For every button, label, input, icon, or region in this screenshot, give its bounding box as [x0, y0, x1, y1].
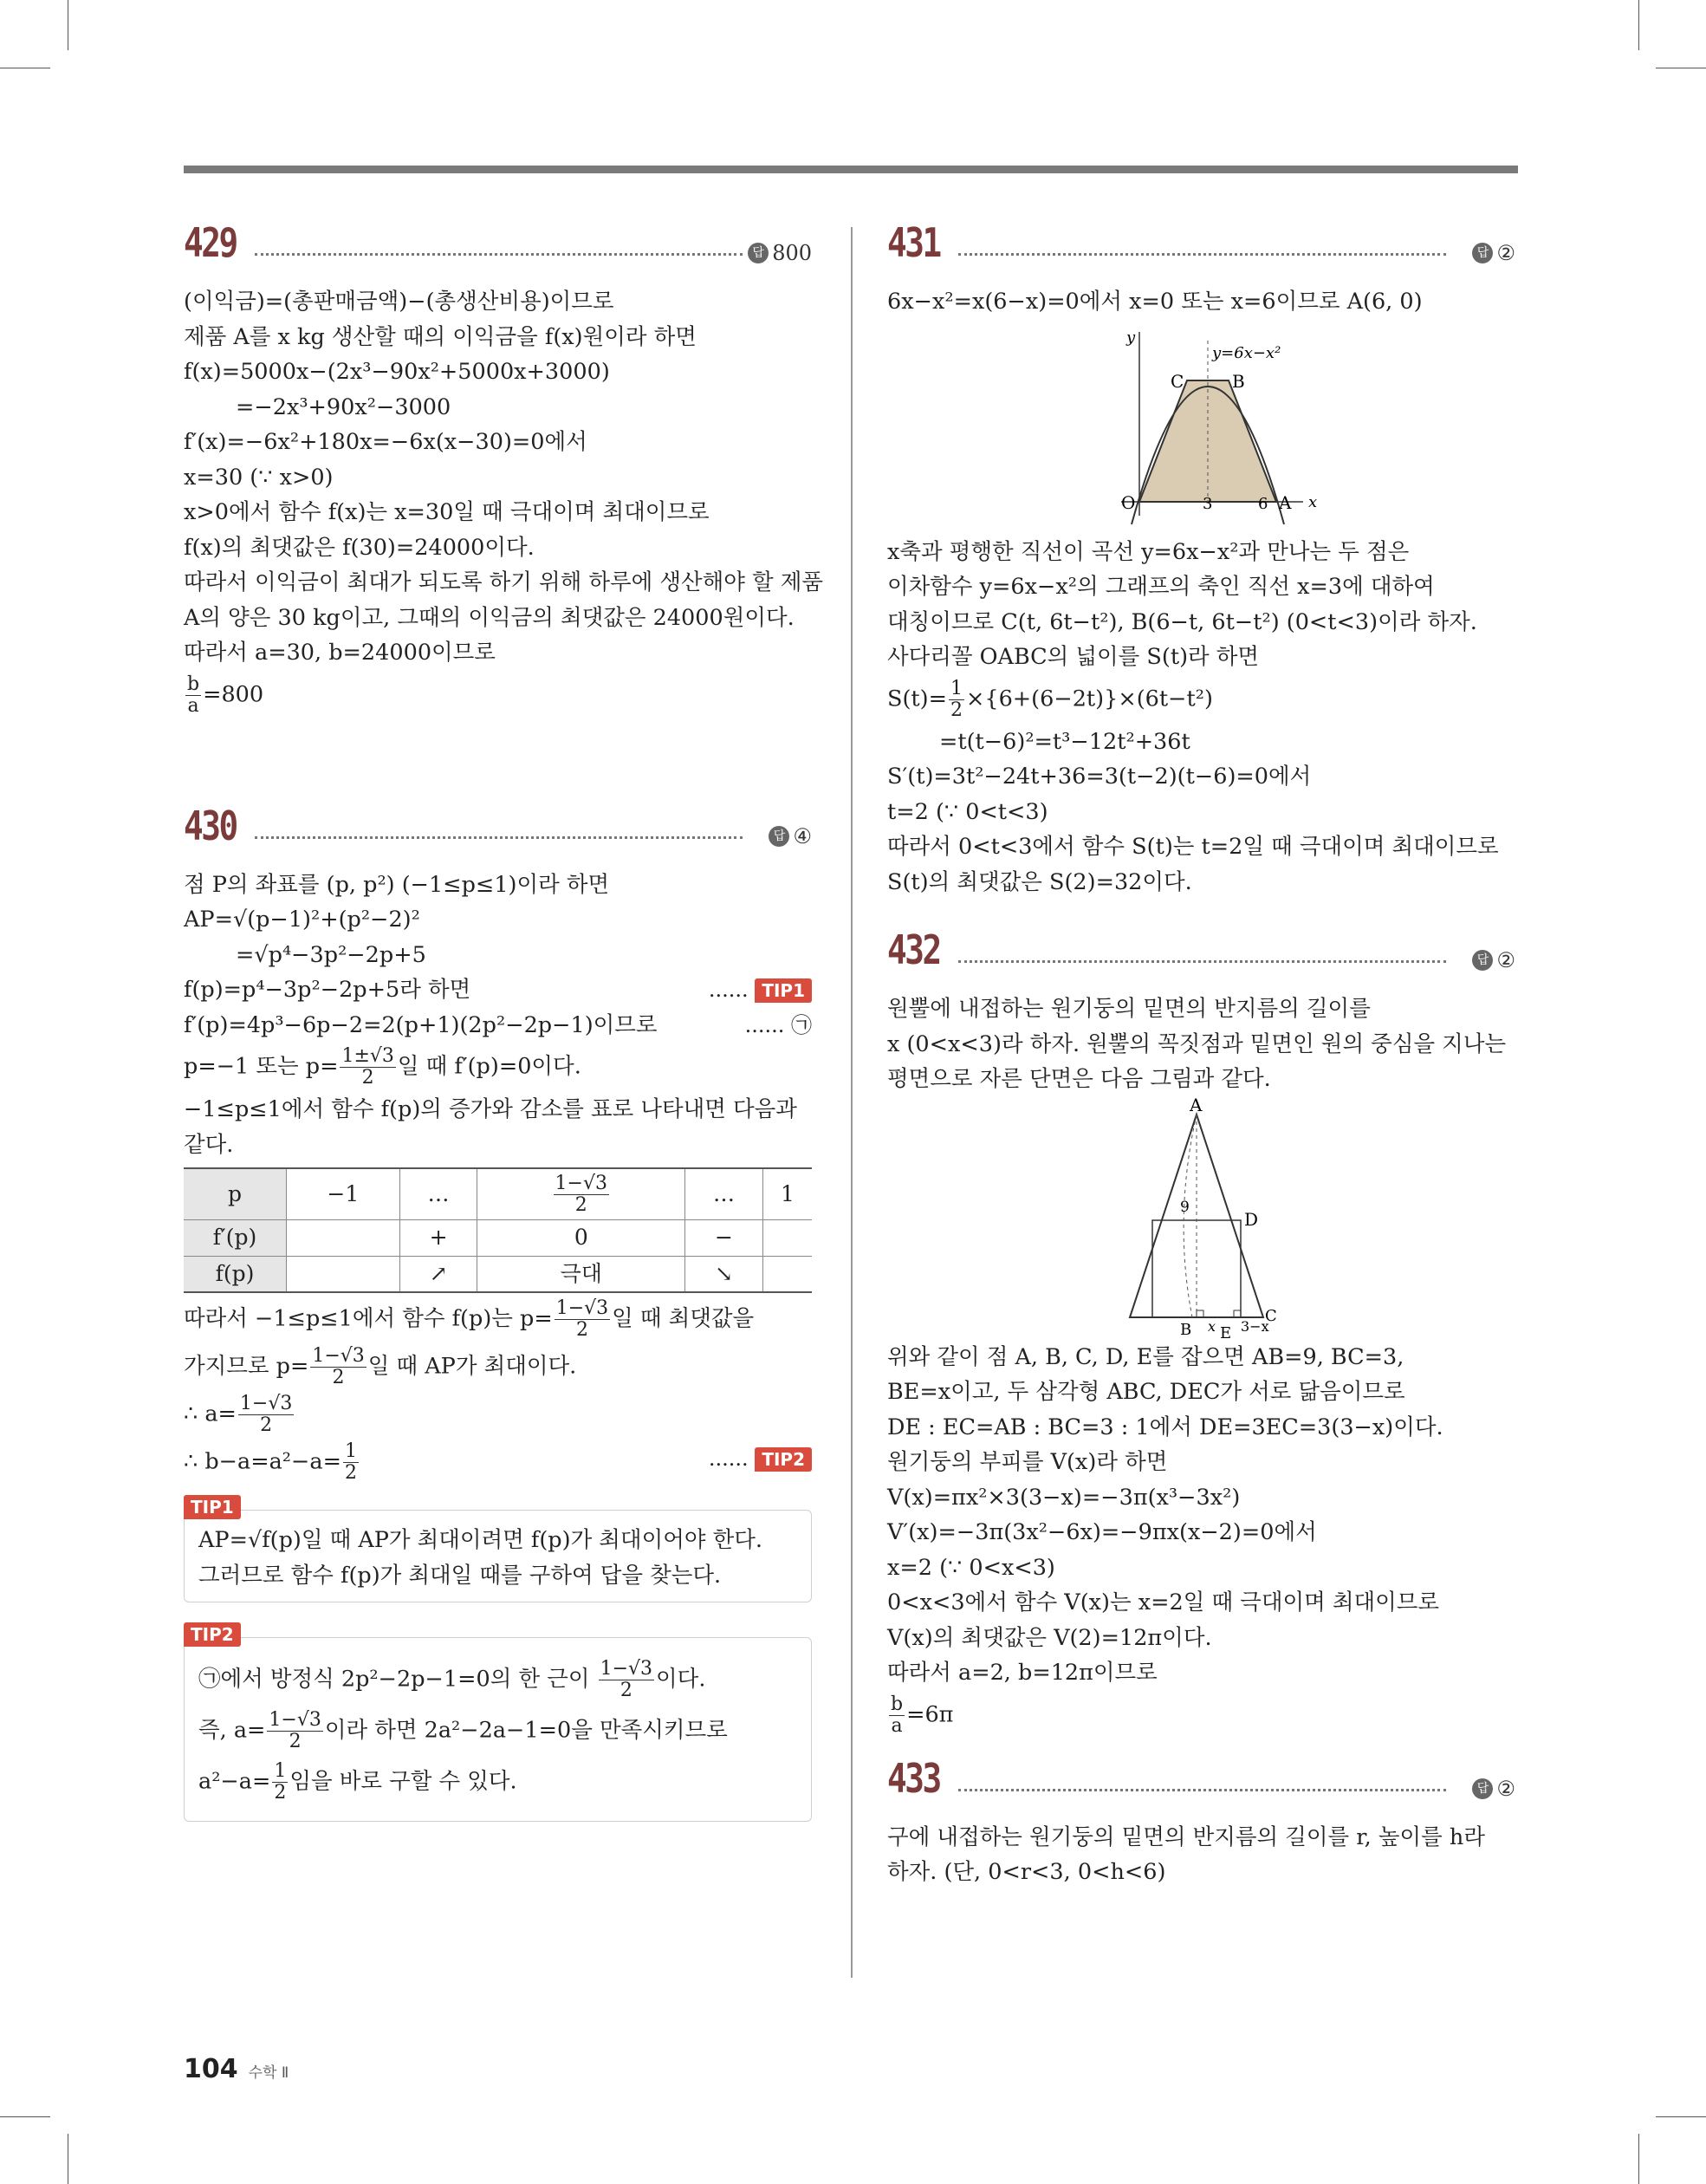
- solution-line: 대칭이므로 C(t, 6t−t²), B(6−t, 6t−t²) (0<t<3)이라 하자.: [887, 608, 1477, 635]
- table-cell: [287, 1220, 400, 1257]
- solution-line: 따라서 이익금이 최대가 되도록 하기 위해 하루에 생산해야 할 제품: [184, 569, 824, 595]
- table-cell: p: [184, 1168, 287, 1220]
- table-cell: ↗: [399, 1256, 477, 1292]
- right-angle-B: [1197, 1310, 1203, 1317]
- solution-line: f(p)=p⁴−3p²−2p+5라 하면 ...... TIP1: [184, 972, 812, 1008]
- solution-line: S(t)= $\frac{1}{2}$ ×{6+(6−2t)}×(6t−t²): [887, 677, 1213, 721]
- solution-line: 제품 A를 x kg 생산할 때의 이익금을 f(x)원이라 하면: [184, 323, 697, 350]
- table-cell: f(p): [184, 1256, 287, 1292]
- fraction: $\frac{1}{2}$: [274, 1760, 287, 1804]
- solution-line: S(t)의 최댓값은 S(2)=32이다.: [887, 868, 1192, 895]
- solution-line: 위와 같이 점 A, B, C, D, E를 잡으면 AB=9, BC=3,: [887, 1343, 1404, 1370]
- table-cell: …: [685, 1168, 763, 1220]
- label-x: x: [1208, 1317, 1216, 1335]
- solution-line: 이차함수 y=6x−x²의 그래프의 축인 직선 x=3에 대하여: [887, 574, 1435, 600]
- label-x: x: [1308, 492, 1318, 511]
- solution-line: ∴ b−a=a²−a= $\frac{1}{2}$ ...... TIP2: [184, 1441, 812, 1484]
- problem-header: [184, 219, 812, 279]
- crop-mark: [0, 2116, 50, 2117]
- label-3: 3: [1203, 494, 1213, 513]
- table-row: [184, 1220, 812, 1257]
- tip-line: AP=√f(p)일 때 AP가 최대이려면 f(p)가 최대이어야 한다.: [198, 1527, 762, 1553]
- solution-line: 점 P의 좌표를 (p, p²) (−1≤p≤1)이라 하면: [184, 871, 610, 898]
- right-column: [887, 219, 1515, 1890]
- problem-432: [887, 926, 1515, 1737]
- parabola-figure: [887, 323, 1515, 531]
- label-B: B: [1232, 370, 1245, 392]
- tip-line: a²−a= $\frac{1}{2}$ 임을 바로 구할 수 있다.: [198, 1760, 517, 1804]
- solution-line: (이익금)=(총판매금액)−(총생산비용)이므로: [184, 289, 614, 315]
- table-cell: [762, 1256, 812, 1292]
- dotted-leader: [255, 253, 743, 256]
- tip-reference: ...... TIP2: [709, 1441, 812, 1477]
- table-cell: 1: [762, 1168, 812, 1220]
- table-cell: −: [685, 1220, 763, 1257]
- answer-icon: 답: [769, 826, 789, 847]
- tip-line: ㉠에서 방정식 2p²−2p−1=0의 한 근이 $\frac{1-√3}{2}$ 이다.: [198, 1658, 706, 1701]
- fraction: $\frac{1-√3}{2}$: [239, 1393, 293, 1436]
- label-C: C: [1265, 1306, 1277, 1325]
- label-6: 6: [1258, 494, 1268, 513]
- table-cell: −1: [287, 1168, 400, 1220]
- solution-line: f(x)=5000x−(2x³−90x²+5000x+3000): [184, 359, 610, 385]
- solution-line: 평면으로 자른 단면은 다음 그림과 같다.: [887, 1066, 1271, 1092]
- table-cell: f′(p): [184, 1220, 287, 1257]
- answer: [769, 819, 812, 855]
- table-cell: [762, 1220, 812, 1257]
- table-cell: 0: [477, 1220, 685, 1257]
- answer-icon: 답: [748, 243, 769, 263]
- problem-433: [887, 1754, 1515, 1890]
- fraction: $\frac{1-√3}{2}$: [555, 1297, 609, 1341]
- answer-icon: 답: [1472, 950, 1493, 971]
- label-curve: y=6x−x²: [1212, 343, 1281, 362]
- answer-value: ②: [1496, 1776, 1515, 1801]
- solution-line: AP=√(p−1)²+(p²−2)²: [184, 907, 420, 933]
- label-B: B: [1180, 1320, 1192, 1339]
- solution-line: f(x)의 최댓값은 f(30)=24000이다.: [184, 534, 535, 561]
- solution-line: A의 양은 30 kg이고, 그때의 이익금의 최댓값은 24000원이다.: [184, 604, 795, 631]
- solution-line: 하자. (단, 0<r<3, 0<h<6): [887, 1859, 1166, 1885]
- solution-line: 따라서 a=2, b=12π이므로: [887, 1660, 1158, 1686]
- solution-line: f′(p)=4p³−6p−2=2(p+1)(2p²−2p−1)이므로 ...... ㉠: [184, 1008, 812, 1043]
- dotted-leader: [958, 960, 1446, 963]
- fraction: $\frac{1}{2}$: [344, 1440, 357, 1484]
- problem-number: 433: [887, 1754, 940, 1802]
- label-C: C: [1171, 370, 1184, 392]
- tip-box-2: [184, 1624, 812, 1822]
- solution-line: 원기둥의 부피를 V(x)라 하면: [887, 1449, 1168, 1475]
- answer-icon: 답: [1472, 1778, 1493, 1799]
- solution-line: =−2x³+90x²−3000: [236, 393, 451, 420]
- solution-line: ∴ a= $\frac{1-√3}{2}$: [184, 1393, 293, 1436]
- label-O: O: [1121, 491, 1136, 513]
- solution-line: x=2 (∵ 0<x<3): [887, 1554, 1055, 1581]
- answer: [1472, 236, 1515, 271]
- tip-label: TIP1: [184, 1495, 241, 1519]
- solution-line: −1≤p≤1에서 함수 f(p)의 증가와 감소를 표로 나타내면 다음과: [184, 1096, 797, 1122]
- problem-number: 432: [887, 926, 940, 973]
- table-cell: [287, 1256, 400, 1292]
- solution-line: S′(t)=3t²−24t+36=3(t−2)(t−6)=0에서: [887, 764, 1312, 790]
- answer-value: 800: [772, 241, 812, 265]
- solution-line: x (0<x<3)라 하자. 원뿔의 꼭짓점과 밑면인 원의 중심을 지나는: [887, 1030, 1507, 1057]
- page-footer: [184, 2054, 289, 2084]
- tip-line: 그러므로 함수 f(p)가 최대일 때를 구하여 답을 찾는다.: [198, 1562, 722, 1589]
- label-y: y: [1126, 328, 1136, 347]
- solution-line: 구에 내접하는 원기둥의 밑면의 반지름의 길이를 r, 높이를 h라: [887, 1823, 1485, 1850]
- answer-value: ②: [1496, 948, 1515, 972]
- problem-number: 429: [184, 219, 237, 266]
- problem-number: 431: [887, 219, 940, 266]
- solution-line: =t(t−6)²=t³−12t²+36t: [939, 728, 1190, 755]
- crop-mark: [1638, 2134, 1639, 2184]
- problem-430: [184, 802, 812, 1823]
- answer: [1472, 943, 1515, 978]
- solution-line: 같다.: [184, 1131, 234, 1158]
- column-divider: [851, 227, 853, 1978]
- table-row: [184, 1256, 812, 1292]
- cone-figure: [887, 1097, 1515, 1340]
- problem-431: [887, 219, 1515, 900]
- label-9: 9: [1180, 1198, 1190, 1216]
- tip-label: TIP2: [184, 1622, 241, 1647]
- fraction: $\frac{1-√3}{2}$: [555, 1172, 607, 1216]
- answer-value: ④: [793, 823, 812, 848]
- solution-line: x=30 (∵ x>0): [184, 464, 334, 491]
- solution-line: p=−1 또는 p= $\frac{1\pm√3}{2}$ 일 때 f′(p)=0이다.: [184, 1045, 581, 1089]
- solution-line: =√p⁴−3p²−2p+5: [236, 941, 426, 968]
- fraction: $\frac{b}{a}$: [891, 1693, 904, 1737]
- table-cell: 극대: [477, 1256, 685, 1292]
- problem-header: [184, 802, 812, 862]
- left-column: [184, 219, 824, 1822]
- slant-dashed: [1184, 1115, 1197, 1317]
- tip-box-1: [184, 1497, 812, 1602]
- answer: [1472, 1771, 1515, 1807]
- solution-line: f′(x)=−6x²+180x=−6x(x−30)=0에서: [184, 429, 587, 455]
- solution-line: 사다리꼴 OABC의 넓이를 S(t)라 하면: [887, 644, 1260, 670]
- fraction: $\frac{b}{a}$: [187, 673, 200, 717]
- problem-number: 430: [184, 802, 237, 849]
- problem-header: [887, 1754, 1515, 1815]
- solution-line: x축과 평행한 직선이 곡선 y=6x−x²과 만나는 두 점은: [887, 538, 1410, 565]
- solution-line: 따라서 0<t<3에서 함수 S(t)는 t=2일 때 극대이며 최대이므로: [887, 834, 1499, 860]
- tip-reference: ...... TIP1: [709, 972, 812, 1008]
- crop-mark: [1638, 0, 1639, 50]
- solution-line: 6x−x²=x(6−x)=0에서 x=0 또는 x=6이므로 A(6, 0): [887, 289, 1423, 315]
- tip-line: 즉, a= $\frac{1-√3}{2}$ 이라 하면 2a²−2a−1=0을 만족시키므로: [198, 1709, 728, 1752]
- solution-line: V(x)=πx²×3(3−x)=−3π(x³−3x²): [887, 1484, 1241, 1511]
- solution-line: 따라서 a=30, b=24000이므로: [184, 640, 496, 666]
- label-D: D: [1244, 1208, 1259, 1230]
- dotted-leader: [958, 1789, 1446, 1791]
- fraction: $\frac{1\pm√3}{2}$: [341, 1045, 394, 1089]
- fraction: $\frac{1-√3}{2}$: [600, 1658, 653, 1701]
- problem-429: [184, 219, 824, 717]
- dotted-leader: [255, 836, 743, 839]
- variation-table: [184, 1167, 812, 1293]
- solution-line: V(x)의 최댓값은 V(2)=12π이다.: [887, 1624, 1212, 1651]
- solution-line: BE=x이고, 두 삼각형 ABC, DEC가 서로 닮음이므로: [887, 1379, 1405, 1405]
- label-A: A: [1279, 491, 1292, 513]
- table-cell: ↘: [685, 1256, 763, 1292]
- table-cell: [477, 1168, 685, 1220]
- answer-icon: 답: [1472, 243, 1493, 263]
- equation-mark: ...... ㉠: [744, 1012, 812, 1037]
- right-angle-E: [1234, 1310, 1241, 1317]
- solution-line: 0<x<3에서 함수 V(x)는 x=2일 때 극대이며 최대이므로: [887, 1589, 1439, 1615]
- label-E: E: [1220, 1323, 1232, 1340]
- crop-mark: [1656, 2116, 1706, 2117]
- header-bar: [184, 166, 1518, 173]
- solution-line: 따라서 −1≤p≤1에서 함수 f(p)는 p= $\frac{1-√3}{2}$ 일 때 최댓값을: [184, 1297, 755, 1341]
- table-cell: …: [399, 1168, 477, 1220]
- label-3-x: 3−x: [1241, 1317, 1269, 1335]
- page-subject: 수학 Ⅱ: [248, 2064, 289, 2082]
- table-cell: +: [399, 1220, 477, 1257]
- solution-line: 원뿔에 내접하는 원기둥의 밑면의 반지름의 길이를: [887, 996, 1371, 1022]
- solution-line: x>0에서 함수 f(x)는 x=30일 때 극대이며 최대이므로: [184, 499, 710, 525]
- fraction: $\frac{1-√3}{2}$: [312, 1345, 365, 1388]
- solution-line: V′(x)=−3π(3x²−6x)=−9πx(x−2)=0에서: [887, 1519, 1317, 1545]
- page-number: 104: [184, 2054, 238, 2084]
- answer-value: ②: [1496, 241, 1515, 265]
- answer: [748, 236, 812, 271]
- problem-header: [887, 219, 1515, 279]
- solution-line: DE : EC=AB : BC=3 : 1에서 DE=3EC=3(3−x)이다.: [887, 1414, 1443, 1440]
- fraction: $\frac{1-√3}{2}$: [269, 1709, 321, 1752]
- label-A: A: [1190, 1096, 1203, 1115]
- solution-line: t=2 (∵ 0<t<3): [887, 798, 1048, 825]
- problem-header: [887, 926, 1515, 986]
- dotted-leader: [958, 253, 1446, 256]
- solution-line: 가지므로 p= $\frac{1-√3}{2}$ 일 때 AP가 최대이다.: [184, 1345, 577, 1388]
- fraction: $\frac{1}{2}$: [950, 677, 963, 721]
- table-row: [184, 1168, 812, 1220]
- final-result: $\frac{b}{a}$ =6π: [891, 1693, 954, 1737]
- final-result: $\frac{b}{a}$ =800: [187, 673, 264, 717]
